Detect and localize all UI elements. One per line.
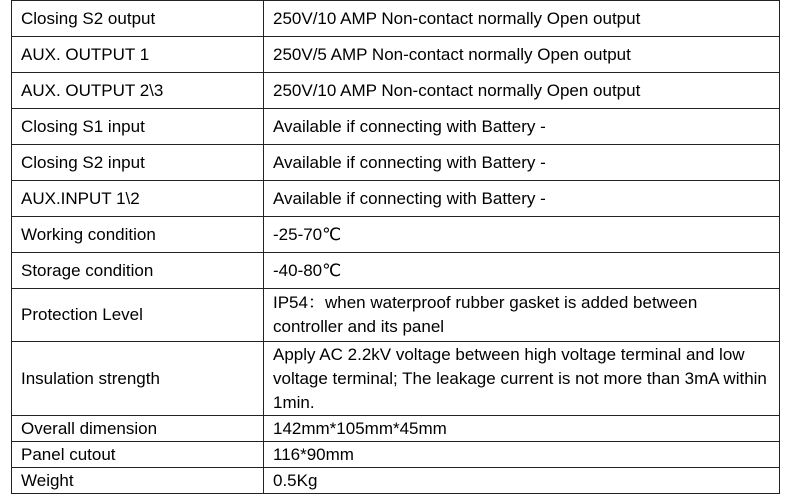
parameter-cell: AUX.INPUT 1\2: [12, 181, 264, 217]
value-cell: Available if connecting with Battery -: [264, 145, 780, 181]
value-cell: IP54：when waterproof rubber gasket is added between controller and its panel: [264, 289, 780, 342]
value-cell: 250V/10 AMP Non-contact normally Open output: [264, 73, 780, 109]
table-row: [12, 181, 780, 217]
parameter-cell: Working condition: [12, 217, 264, 253]
table-row: [12, 73, 780, 109]
parameter-cell: AUX. OUTPUT 2\3: [12, 73, 264, 109]
specification-table: [11, 0, 780, 494]
parameter-cell: Panel cutout: [12, 442, 264, 468]
value-cell: 116*90mm: [264, 442, 780, 468]
table-row: [12, 109, 780, 145]
value-cell: 0.5Kg: [264, 468, 780, 494]
value-cell: 250V/10 AMP Non-contact normally Open output: [264, 1, 780, 37]
table-row: [12, 217, 780, 253]
parameter-cell: AUX. OUTPUT 1: [12, 37, 264, 73]
value-cell: Available if connecting with Battery -: [264, 109, 780, 145]
value-cell: 250V/5 AMP Non-contact normally Open output: [264, 37, 780, 73]
table-row: [12, 342, 780, 416]
table-row: [12, 468, 780, 494]
value-cell: -40-80℃: [264, 253, 780, 289]
parameter-cell: Weight: [12, 468, 264, 494]
parameter-cell: Closing S2 input: [12, 145, 264, 181]
parameter-cell: Overall dimension: [12, 416, 264, 442]
value-cell: -25-70℃: [264, 217, 780, 253]
table-row: [12, 253, 780, 289]
table-row: [12, 1, 780, 37]
table-row: [12, 289, 780, 342]
value-cell: Available if connecting with Battery -: [264, 181, 780, 217]
parameter-cell: Storage condition: [12, 253, 264, 289]
table-row: [12, 37, 780, 73]
parameter-cell: Insulation strength: [12, 342, 264, 416]
table-row: [12, 416, 780, 442]
parameter-cell: Closing S1 input: [12, 109, 264, 145]
parameter-cell: Closing S2 output: [12, 1, 264, 37]
value-cell: 142mm*105mm*45mm: [264, 416, 780, 442]
table-row: [12, 145, 780, 181]
value-cell: Apply AC 2.2kV voltage between high voltage terminal and low voltage terminal; The leakage current is not more than 3mA within 1min.: [264, 342, 780, 416]
parameter-cell: Protection Level: [12, 289, 264, 342]
table-row: [12, 442, 780, 468]
